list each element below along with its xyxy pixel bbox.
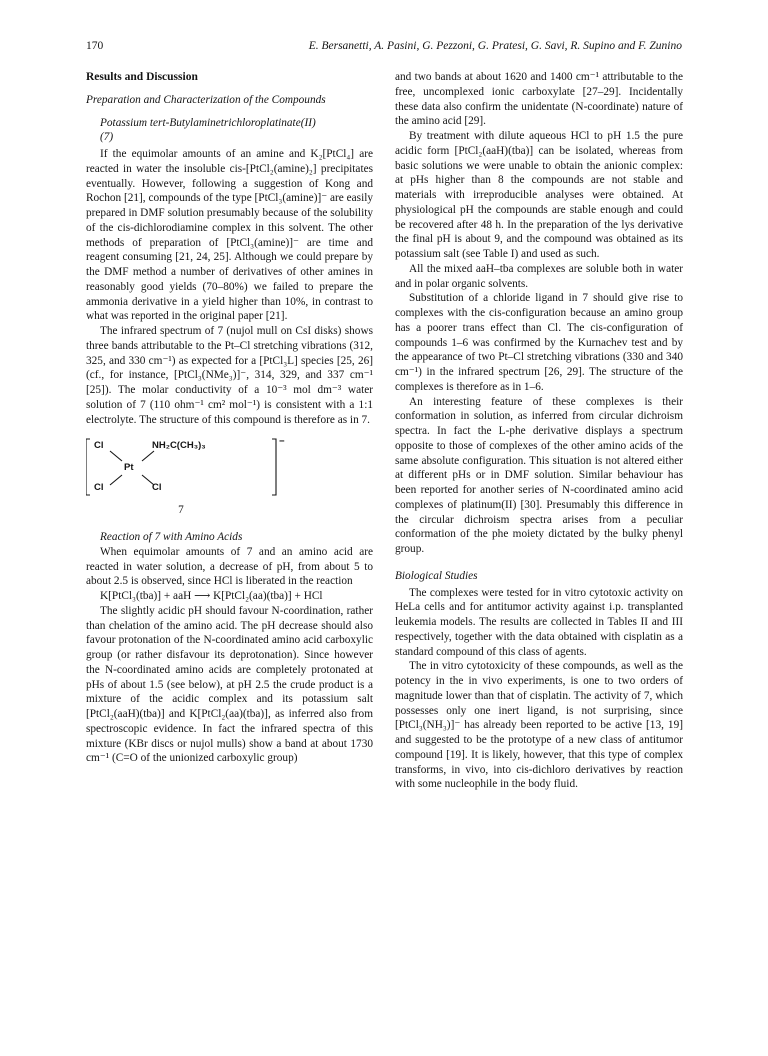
paragraph: By treatment with dilute aqueous HCl to pH 1.5 the pure acidic form [PtCl₂(aaH)(tba)] can be isolated, whereas from basic solutions we were unable to obtain the anionic complex: at pHs higher than 8 the compounds are not stable and materials with irreproducible analyses were obtained. At physiological pH the compounds are stable enough and could be recovered after 48 h. In the preparation of the lys derivative the final pH is about 9, and the compound was obtained as its potassium salt (see Table I) and used as such.: [395, 130, 683, 260]
page-number: 170: [86, 40, 104, 52]
paragraph: The infrared spectrum of 7 (nujol mull on CsI disks) shows three bands attributable to the Pt–Cl stretching vibrations (312, 325, and 330 cm⁻¹) as expected for a [PtCl₃L] species [25, 26] (cf., for instance, [PtCl₃(NMe₃)]⁻, 314, 329, and 337 cm⁻¹ [25]). The molar conductivity of a 10⁻³ mol dm⁻³ water solution of 7 (110 ohm⁻¹ cm² mol⁻¹) is consistent with a 1:1 electrolyte. The structure of this compound is therefore as in 7.: [86, 325, 373, 426]
paragraph: Substitution of a chloride ligand in 7 should give rise to complexes with the cis-configuration because an amino group has a poorer trans effect than Cl. The cis-configuration of compounds 1–6 was confirmed by the Kurnachev test and by the appearance of two Pt–Cl stretching vibrations (330 and 340 cm⁻¹) in the infrared spectrum [26, 29]. The structure of the complexes is therefore as in 1–6.: [395, 292, 683, 393]
reaction-equation: K[PtCl₃(tba)] + aaH ⟶ K[PtCl₂(aa)(tba)] + HCl: [100, 590, 323, 602]
amine-ligand: NH₂C(CH₃)₃: [152, 440, 206, 452]
paragraph: All the mixed aaH–tba complexes are soluble both in water and in polar organic solvents.: [395, 262, 683, 290]
chloro-ligand: Cl: [94, 440, 104, 452]
running-authors: E. Bersanetti, A. Pasini, G. Pezzoni, G. Pratesi, G. Savi, R. Supino and F. Zunino: [308, 40, 682, 52]
chloro-ligand: Cl: [94, 482, 104, 494]
right-column: [395, 70, 683, 792]
paragraph: The slightly acidic pH should favour N-coordination, rather than chelation of the amino acid. The pH decrease should also favour protonation of the N-coordinated amino acid carboxylic group (or rather disfavour its deprotonation). Since however the N-coordinated amino acids are completely protonated at pHs of about 1.5 (see below), at pH 2.5 the crude product is a mixture of the acidic complex and its potassium salt [PtCl₂(aaH)(tba)] and K[PtCl₂(aa)(tba)], as inferred also from spectroscopic evidence. In fact the infrared spectra of this mixture (KBr discs or nujol mulls) show a band at about 1730 cm⁻¹ (C=O of the unionized carboxylic group): [86, 604, 373, 765]
paragraph: When equimolar amounts of 7 and an amino acid are reacted in water solution, a decrease of pH, from about 5 to about 2.5 is observed, since HCl is liberated in the reaction: [86, 545, 373, 588]
platinum-atom: Pt: [124, 462, 134, 474]
section-heading-results: Results and Discussion: [86, 71, 198, 83]
left-column: [86, 70, 373, 766]
paragraph: and two bands at about 1620 and 1400 cm⁻¹ attributable to the free, uncomplexed ionic carboxylate [27–29]. Incidentally these data also confirm the unidentate (N-coordinate) nature of the amino acid [29].: [395, 71, 683, 128]
paragraph: The in vitro cytotoxicity of these compounds, as well as the potency in the in vivo experiments, is one to two orders of magnitude lower than that of cisplatin. The activity of 7, which possesses only one inert ligand, is not surprising, since [PtCl₃(NH₃)]⁻ has already been reported to be active [13, 19] and suggested to be the prototype of a new class of antitumor compound [19]. It is likely, however, that this type of complex transforms, in vivo, into cis-dichloro derivatives by reaction with some nucleophile in the body fluid.: [395, 660, 683, 791]
subsection-heading-preparation: Preparation and Characterization of the Compounds: [86, 93, 326, 106]
page-header: [86, 40, 682, 58]
compound-heading-line2: (7): [100, 131, 114, 144]
chloro-ligand: Cl: [152, 482, 162, 494]
structure-diagram-7: [86, 435, 373, 499]
paragraph: If the equimolar amounts of an amine and K₂[PtCl₄] are reacted in water the insoluble cis-[PtCl₂(amine)₂] precipitates eventually. However, following a suggestion of Kong and Rochon [21], compounds of the type [PtCl₃(amine)]⁻ are easily prepared in DMF solution presumably because of the solubility of the cis-dichlorodiamine complex in this solvent. The other methods of preparation of [PtCl₃(amine)]⁻ are time and reagent consuming [21, 24, 25]. Although we could prepare by the DMF method a number of derivatives of other amines in reasonably good yields (70–80%) we failed to prepare the ammonia derivative in a yield higher than 10%, in contrast to what was reported in the original paper [21].: [86, 148, 373, 323]
compound-heading-line1: Potassium tert-Butylaminetrichloroplatinate(II): [100, 116, 316, 129]
subsection-heading-reaction: Reaction of 7 with Amino Acids: [100, 531, 243, 543]
compound-number: 7: [178, 504, 184, 517]
charge-sign: −: [279, 436, 285, 448]
paragraph: An interesting feature of these complexes is their conformation in solution, as inferred from circular dichroism spectra. In fact the L-phe derivative displays a spectrum opposite to those of complexes of the other amino acids of the same absolute configuration. This situation is not altered either at different pHs or in DMF solution. Similar behaviour has been reported for another series of N-coordinated amino acid complexes of platinum(II) [30]. Presumably this difference in the circular dichroism spectra arises from a peculiar conformation of the phe moiety dictated by the bulky phenyl group.: [395, 395, 683, 555]
subsection-heading-biological: Biological Studies: [395, 569, 478, 582]
paragraph: The complexes were tested for in vitro cytotoxic activity on HeLa cells and for antitumor activity against i.p. transplanted leukemia models. The results are collected in Tables II and III respectively, together with the data obtained with cisplatin as a standard compound of this class of agents.: [395, 586, 683, 658]
